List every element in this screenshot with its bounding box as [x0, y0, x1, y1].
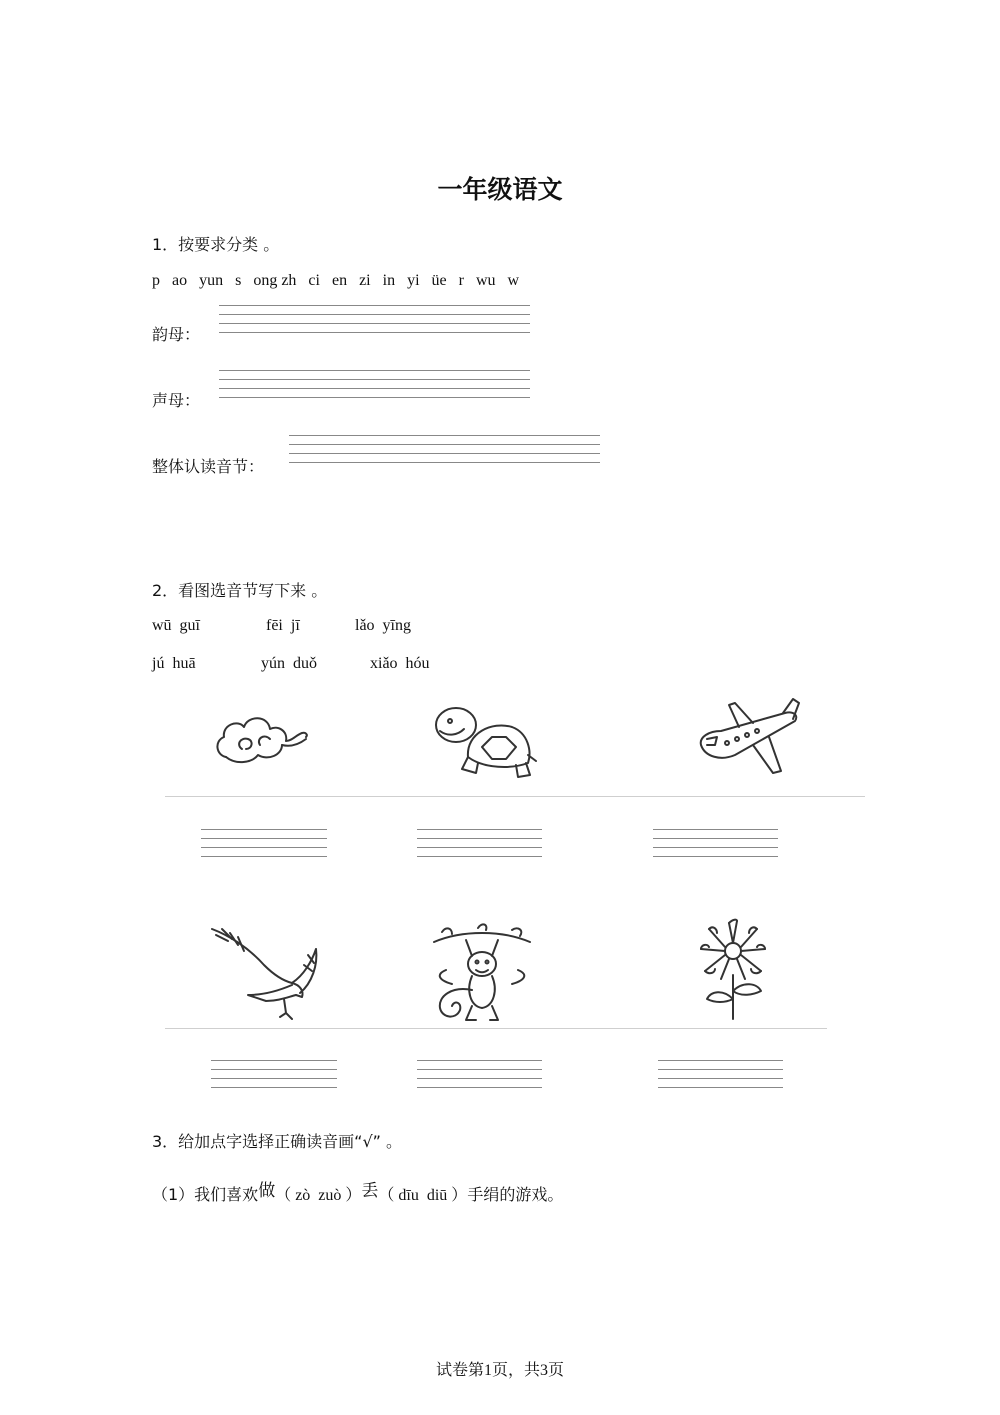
- divider: [165, 796, 865, 797]
- pinyin-option: wū guī: [152, 617, 200, 634]
- pinyin-option: fēi jī: [266, 617, 300, 634]
- yunmu-label: 韵母：: [152, 325, 201, 344]
- airplane-icon: [695, 697, 805, 779]
- dotted-character: 丢: [361, 1181, 379, 1201]
- question-2-prompt: 2．看图选音节写下来 。: [152, 581, 328, 600]
- reading-options[interactable]: （ dīu diū ）: [378, 1187, 468, 1204]
- shengmu-label: 声母：: [152, 391, 201, 410]
- yunmu-writing-lines[interactable]: [219, 305, 530, 333]
- divider: [165, 1028, 827, 1029]
- pinyin-option: xiǎo hóu: [370, 655, 430, 672]
- page-footer: 试卷第1页，共3页: [435, 1362, 564, 1379]
- zhengti-label: 整体认读音节：: [152, 457, 265, 476]
- sentence-suffix: 手绢的游戏。: [467, 1185, 564, 1204]
- answer-lines-airplane[interactable]: [653, 829, 778, 857]
- answer-lines-cloud[interactable]: [201, 829, 327, 857]
- answer-lines-monkey[interactable]: [417, 1060, 542, 1088]
- question-3-prompt: 3．给加点字选择正确读音画“√” 。: [152, 1132, 403, 1151]
- syllable-list: p ao yun s ong zh ci en zi in yi üe r wu w: [152, 272, 520, 289]
- dotted-character: 做: [258, 1181, 276, 1201]
- monkey-icon: [432, 920, 532, 1025]
- shengmu-writing-lines[interactable]: [219, 370, 530, 398]
- pinyin-option: lǎo yīng: [355, 617, 411, 634]
- page-title: 一年级语文: [437, 175, 563, 204]
- answer-lines-chrysanthemum[interactable]: [658, 1060, 783, 1088]
- turtle-icon: [432, 703, 537, 781]
- question-3-item-1: [152, 1180, 563, 1205]
- chrysanthemum-icon: [695, 915, 770, 1020]
- cloud-icon: [212, 705, 312, 775]
- answer-lines-turtle[interactable]: [417, 829, 542, 857]
- sentence-prefix: （1）我们喜欢: [152, 1185, 259, 1204]
- answer-lines-eagle[interactable]: [211, 1060, 337, 1088]
- reading-options[interactable]: （ zò zuò ）: [275, 1187, 362, 1204]
- pinyin-option: jú huā: [152, 655, 196, 672]
- zhengti-writing-lines[interactable]: [289, 435, 600, 463]
- eagle-icon: [208, 925, 323, 1020]
- question-1-prompt: 1．按要求分类 。: [152, 235, 280, 254]
- pinyin-option: yún duǒ: [261, 655, 317, 672]
